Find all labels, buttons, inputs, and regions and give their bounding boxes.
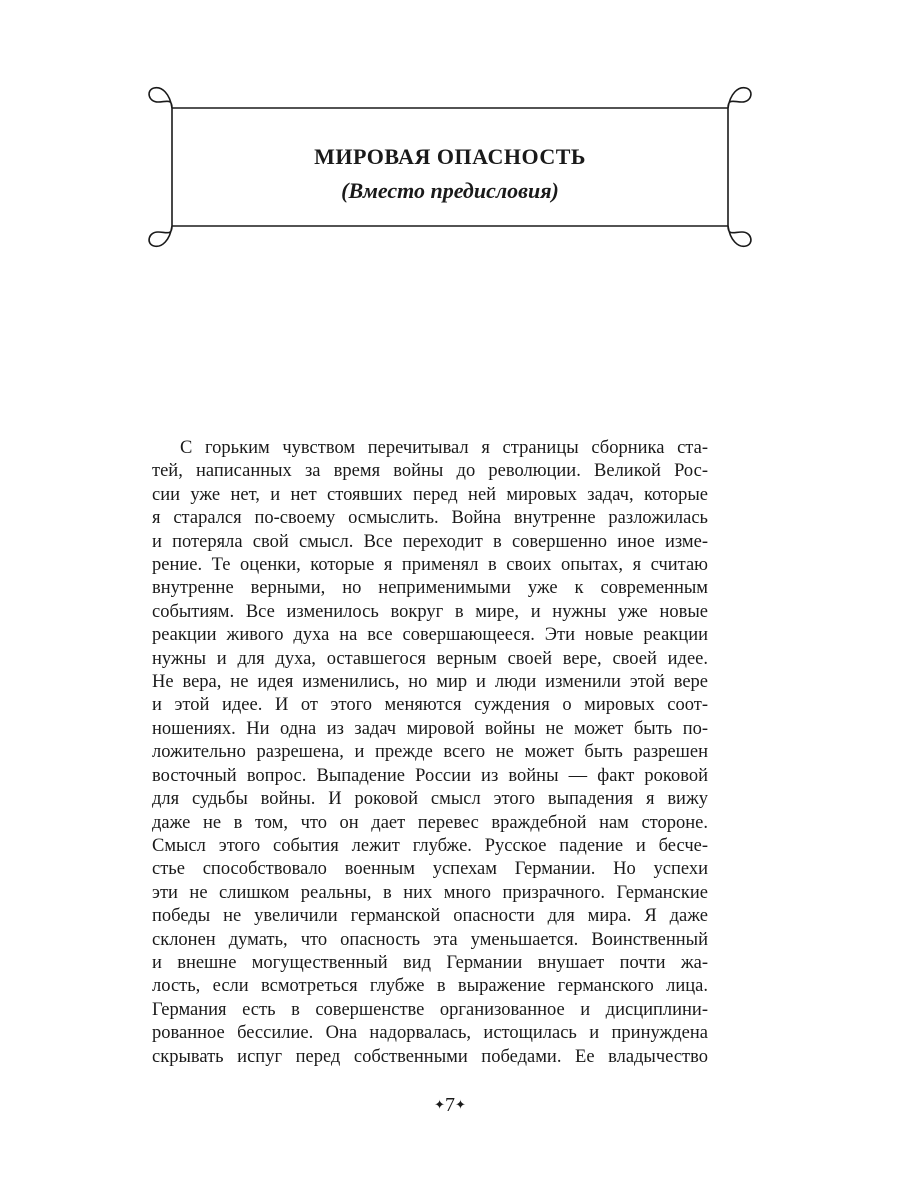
- text-line: победы не увеличили германской опасности для мира. Я даже: [152, 906, 708, 927]
- text-line: сии уже нет, и нет стоявших перед ней мировых задач, которые: [152, 484, 708, 505]
- body-paragraph: [152, 437, 708, 1069]
- chapter-title: МИРОВАЯ ОПАСНОСТЬ: [314, 144, 586, 169]
- text-line: эти не слишком реальны, в них много призрачного. Германские: [152, 882, 708, 903]
- text-line: Смысл этого события лежит глубже. Русское падение и бесче-: [152, 835, 708, 856]
- text-line: стье способствовало военным успехам Германии. Но успехи: [152, 859, 708, 880]
- text-line: и потеряла свой смысл. Все переходит в совершенно иное изме-: [152, 531, 708, 552]
- text-line: склонен думать, что опасность эта уменьшается. Воинственный: [152, 929, 708, 950]
- text-line: даже не в том, что он дает перевес враждебной нам стороне.: [152, 812, 708, 833]
- text-line: скрывать испуг перед собственными победами. Ее владычество: [152, 1046, 708, 1067]
- text-line: рованное бессилие. Она надорвалась, истощилась и принуждена: [152, 1023, 708, 1044]
- chapter-subtitle: (Вместо предисловия): [341, 178, 559, 203]
- right-ornament-icon: ✦: [455, 1097, 466, 1112]
- text-line: и этой идее. И от этого меняются суждения о мировых соот-: [152, 695, 708, 716]
- left-ornament-icon: ✦: [434, 1097, 445, 1112]
- text-line: событиям. Все изменилось вокруг в мире, и нужны уже новые: [152, 601, 708, 622]
- text-line: я старался по-своему осмыслить. Война внутренне разложилась: [152, 508, 708, 529]
- page-number: [0, 1094, 900, 1117]
- text-line: для судьбы войны. И роковой смысл этого выпадения я вижу: [152, 789, 708, 810]
- text-line: ношениях. Ни одна из задач мировой войны не может быть по-: [152, 718, 708, 739]
- text-line: реакции живого духа на все совершающееся. Эти новые реакции: [152, 625, 708, 646]
- text-line: Германия есть в совершенстве организованное и дисциплини-: [152, 999, 708, 1020]
- text-line: рение. Те оценки, которые я применял в своих опытах, я считаю: [152, 555, 708, 576]
- text-line: нужны и для духа, оставшегося верным своей вере, своей идее.: [152, 648, 708, 669]
- text-line: С горьким чувством перечитывал я страницы сборника ста-: [180, 438, 708, 458]
- text-line: и внешне могущественный вид Германии внушает почти жа-: [152, 952, 708, 973]
- chapter-heading: [180, 140, 720, 208]
- text-line: Не вера, не идея изменились, но мир и люди изменили этой вере: [152, 672, 708, 693]
- text-line: лость, если всмотреться глубже в выражение германского лица.: [152, 976, 708, 997]
- text-line: ложительно разрешена, и прежде всего не может быть разрешен: [152, 742, 708, 763]
- text-line: тей, написанных за время войны до революции. Великой Рос-: [152, 461, 708, 482]
- page-number-value: 7: [445, 1094, 455, 1116]
- text-line: восточный вопрос. Выпадение России из войны — факт роковой: [152, 765, 708, 786]
- text-line: внутренне верными, но неприменимыми уже к современным: [152, 578, 708, 599]
